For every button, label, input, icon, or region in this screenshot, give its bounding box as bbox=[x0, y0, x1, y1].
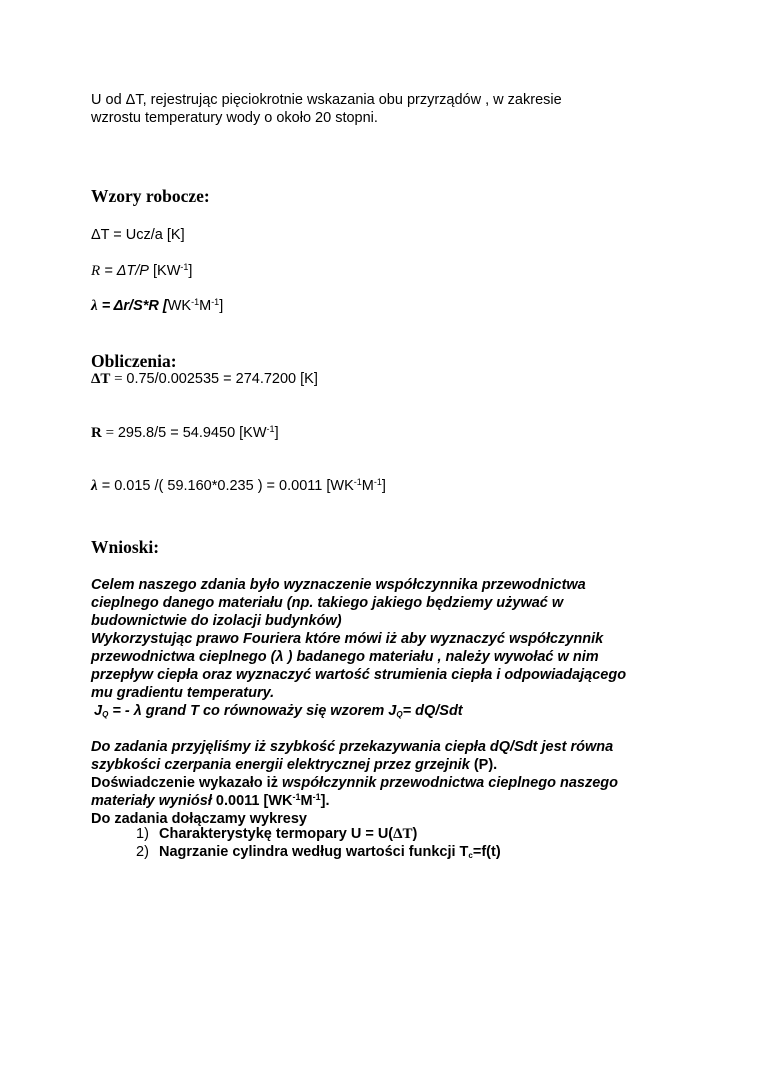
calc-dt-eq: = bbox=[110, 371, 127, 387]
list-number: 1) bbox=[136, 826, 149, 842]
formula-resistance bbox=[91, 262, 691, 280]
list-tail: =f(t) bbox=[472, 844, 501, 860]
text-line: przepływ ciepła oraz wyznaczyć wartość strumienia ciepła i odpowiadającego bbox=[91, 667, 627, 683]
list-number: 2) bbox=[136, 844, 149, 860]
lambda-close: ] bbox=[219, 298, 224, 314]
text-line: przewodnictwa cieplnego (λ ) badanego materiału , należy wywołać w nim bbox=[91, 649, 599, 665]
r-symbol: R bbox=[91, 263, 101, 279]
result-exponent: -1 bbox=[312, 792, 321, 802]
calc-lambda-value: = 0.015 /( 59.160*0.235 ) = 0.0011 [WK bbox=[97, 478, 354, 494]
lambda-formula-body: = Δr/S*R [ bbox=[97, 298, 168, 314]
list-text: Nagrzanie cylindra według wartości funkcji T bbox=[159, 844, 469, 860]
text-line: Celem naszego zdania było wyznaczenie współczynnika przewodnictwa bbox=[91, 577, 586, 593]
text-line bbox=[91, 792, 691, 810]
lambda-exponent: -1 bbox=[191, 297, 200, 307]
flux-formula-tail: = dQ/Sdt bbox=[402, 703, 463, 719]
calc-r-symbol: R bbox=[91, 425, 102, 441]
list-text: Charakterystykę termopary U = U( bbox=[159, 826, 394, 842]
text-span: szybkości czerpania energii elektrycznej przez grzejnik bbox=[91, 757, 474, 773]
calc-lambda-exponent: -1 bbox=[353, 477, 362, 487]
list-symbol: ΔT bbox=[393, 826, 413, 842]
text-span: Doświadczenie wykazało iż bbox=[91, 775, 282, 791]
list-item bbox=[136, 825, 417, 843]
calc-lambda-unit-m: M bbox=[361, 478, 374, 494]
lambda-unit-m: M bbox=[199, 298, 212, 314]
text-span: materiały wyniósł bbox=[91, 793, 212, 809]
r-unit: [KW bbox=[148, 263, 181, 279]
flux-formula-line bbox=[91, 702, 691, 720]
r-formula-body: = ΔT/P bbox=[100, 263, 149, 279]
r-close: ] bbox=[188, 263, 193, 279]
calc-r-value: 295.8/5 = 54.9450 [KW bbox=[117, 425, 267, 441]
calculations-heading: Obliczenia: bbox=[91, 351, 177, 371]
text-line: Wykorzystując prawo Fouriera które mówi iż aby wyznaczyć współczynnik bbox=[91, 631, 604, 647]
lambda-symbol: λ bbox=[91, 298, 98, 314]
calc-r-exponent: -1 bbox=[266, 424, 275, 434]
conclusions-heading: Wnioski: bbox=[91, 537, 160, 557]
calc-lambda-exponent: -1 bbox=[373, 477, 382, 487]
text-line: Do zadania dołączamy wykresy bbox=[91, 811, 307, 827]
list-item bbox=[136, 843, 501, 861]
text-span: (P). bbox=[473, 757, 498, 773]
formulas-heading: Wzory robocze: bbox=[91, 186, 210, 206]
formula-lambda bbox=[91, 297, 691, 315]
intro-line: U od ΔT, rejestrując pięciokrotnie wskazania obu przyrządów , w zakresie bbox=[91, 92, 562, 108]
text-line: mu gradientu temperatury. bbox=[91, 685, 275, 701]
text-span: współczynnik przewodnictwa cieplnego naszego bbox=[282, 775, 618, 791]
list-tail: ) bbox=[412, 826, 418, 842]
result-exponent: -1 bbox=[292, 792, 301, 802]
lambda-unit: WK bbox=[167, 298, 192, 314]
lambda-exponent: -1 bbox=[211, 297, 220, 307]
r-exponent: -1 bbox=[180, 262, 189, 272]
calc-lambda bbox=[91, 477, 691, 495]
formula-delta-t: ΔT = Ucz/a [K] bbox=[91, 227, 185, 243]
jq-symbol: J bbox=[94, 703, 103, 719]
result-value: 0.0011 [WK bbox=[211, 793, 293, 809]
blank-line bbox=[91, 720, 691, 738]
calc-r-close: ] bbox=[274, 425, 279, 441]
result-unit-m: M bbox=[300, 793, 313, 809]
intro-line: wzrostu temperatury wody o około 20 stopni. bbox=[91, 110, 378, 126]
text-line bbox=[91, 756, 691, 774]
calc-dt-value: 0.75/0.002535 = 274.7200 [K] bbox=[126, 371, 318, 387]
result-close: ]. bbox=[320, 793, 330, 809]
calc-dt-symbol: ΔT bbox=[91, 371, 111, 387]
calc-delta-t bbox=[91, 370, 691, 388]
list-subscript: c bbox=[468, 851, 473, 860]
text-line: cieplnego danego materiału (np. takiego jakiego będziemy używać w bbox=[91, 595, 564, 611]
calc-lambda-close: ] bbox=[381, 478, 386, 494]
calc-lambda-symbol: λ bbox=[91, 478, 98, 494]
conclusions-body bbox=[91, 576, 691, 828]
jq-subscript: Q bbox=[102, 710, 109, 719]
flux-formula-text: = - λ grand T co równoważy się wzorem J bbox=[108, 703, 397, 719]
intro-paragraph bbox=[91, 91, 691, 127]
text-line bbox=[91, 774, 691, 792]
calc-resistance bbox=[91, 424, 691, 442]
calc-r-eq: = bbox=[101, 425, 118, 441]
text-line: budownictwie do izolacji budynków) bbox=[91, 613, 342, 629]
jq-subscript: Q bbox=[396, 710, 403, 719]
text-line: Do zadania przyjęliśmy iż szybkość przekazywania ciepła dQ/Sdt jest równa bbox=[91, 739, 614, 755]
